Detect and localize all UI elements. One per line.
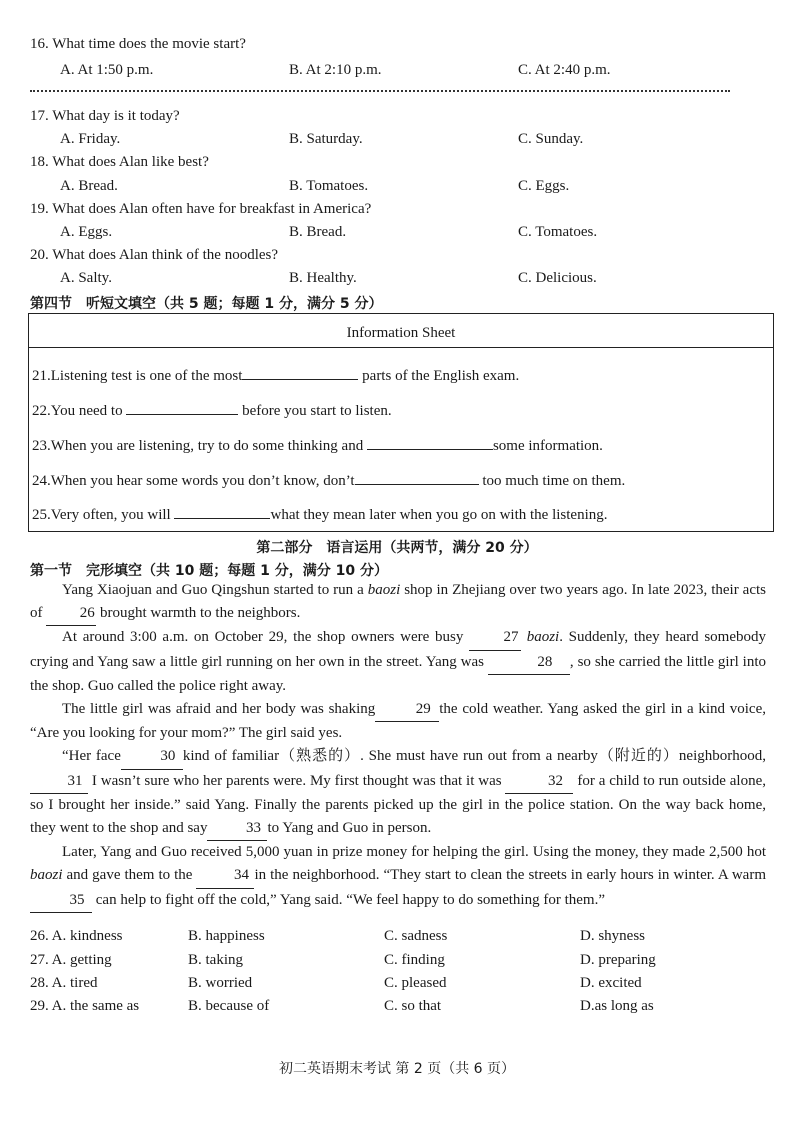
passage-text: Yang Xiaojuan and Guo Qingshun started to run a bbox=[62, 582, 368, 598]
dotted-divider bbox=[30, 90, 730, 92]
info-line-24-text: 24.When you hear some words you don’t know, don’t bbox=[32, 473, 355, 489]
cloze-blank-35[interactable]: 35 bbox=[30, 889, 92, 913]
option-28c: C. pleased bbox=[384, 975, 447, 991]
info-line-24-tail: too much time on them. bbox=[482, 473, 626, 489]
option-20a: A. Salty. bbox=[60, 270, 112, 286]
passage-paragraph-2 bbox=[30, 626, 766, 698]
option-29a: 29. A. the same as bbox=[30, 998, 140, 1014]
info-line-25-text: 25.Very often, you will bbox=[32, 507, 171, 523]
passage-text: “Her face bbox=[62, 748, 121, 765]
option-27c: C. finding bbox=[384, 952, 445, 968]
option-29c: C. so that bbox=[384, 998, 442, 1014]
option-28a: 28. A. tired bbox=[30, 975, 98, 991]
cloze-blank-33[interactable]: 33 bbox=[207, 817, 267, 841]
cloze-blank-32[interactable]: 32 bbox=[505, 770, 573, 794]
option-27a: 27. A. getting bbox=[30, 952, 112, 968]
question-16: 16. What time does the movie start? bbox=[30, 36, 246, 52]
info-line-24 bbox=[32, 470, 625, 490]
info-line-25 bbox=[32, 504, 608, 524]
passage-paragraph-3 bbox=[30, 698, 766, 745]
passage-text: brought warmth to the neighbors. bbox=[96, 605, 301, 622]
option-26c: C. sadness bbox=[384, 928, 448, 944]
info-line-21-tail: parts of the English exam. bbox=[362, 368, 520, 384]
info-line-22 bbox=[32, 400, 392, 420]
passage-text: I wasn’t sure who her parents were. My first thought was that it was bbox=[88, 772, 506, 789]
option-19b: B. Bread. bbox=[289, 224, 347, 240]
passage-text: the cold weather. Yang asked the girl in a kind voice, “Are you looking for your mom?” The girl said yes. bbox=[30, 701, 767, 742]
passage-paragraph-1 bbox=[30, 579, 766, 626]
option-26b: B. happiness bbox=[188, 928, 265, 944]
answer-blank-23[interactable] bbox=[367, 435, 493, 450]
option-29d: D.as long as bbox=[580, 998, 654, 1014]
question-19: 19. What does Alan often have for breakfast in America? bbox=[30, 201, 372, 217]
question-18: 18. What does Alan like best? bbox=[30, 154, 209, 170]
info-line-21-text: 21.Listening test is one of the most bbox=[32, 368, 243, 384]
passage-paragraph-5 bbox=[30, 841, 766, 913]
cloze-blank-28[interactable]: 28 bbox=[488, 651, 570, 675]
info-line-21 bbox=[32, 365, 519, 385]
option-16c: C. At 2:40 p.m. bbox=[518, 62, 611, 78]
passage-italic: baozi bbox=[526, 629, 560, 646]
cloze-blank-26[interactable]: 26 bbox=[46, 602, 96, 626]
option-20c: C. Delicious. bbox=[518, 270, 597, 286]
passage-text: , so she carried the little girl into the shop. Guo called the police right away. bbox=[30, 653, 766, 694]
passage-text: shop in Zhejiang over two years ago. In late 2023, their acts of bbox=[30, 582, 766, 622]
option-16a: A. At 1:50 p.m. bbox=[60, 62, 154, 78]
option-17b: B. Saturday. bbox=[289, 131, 363, 147]
section-4-title: 第四节 听短文填空（共 5 题；每题 1 分，满分 5 分） bbox=[30, 296, 383, 312]
question-17: 17. What day is it today? bbox=[30, 108, 180, 124]
option-17c: C. Sunday. bbox=[518, 131, 584, 147]
section-1-title: 第一节 完形填空（共 10 题；每题 1 分，满分 10 分） bbox=[30, 563, 388, 579]
part-2-title: 第二部分 语言运用（共两节，满分 20 分） bbox=[256, 540, 538, 556]
answer-blank-21[interactable] bbox=[242, 365, 358, 380]
option-29b: B. because of bbox=[188, 998, 270, 1014]
cloze-blank-27[interactable]: 27 bbox=[469, 626, 521, 650]
passage-text: in the neighborhood. “They start to clean the streets in early hours in winter. A warm bbox=[254, 867, 766, 884]
passage-text: . Suddenly, they heard somebody crying and Yang saw a little girl running on her own in the street. Yang was bbox=[30, 629, 767, 670]
passage-italic: baozi bbox=[30, 867, 63, 884]
question-20: 20. What does Alan think of the noodles? bbox=[30, 247, 279, 263]
option-19a: A. Eggs. bbox=[60, 224, 113, 240]
cloze-blank-34[interactable]: 34 bbox=[196, 864, 254, 888]
passage-text: can help to fight off the cold,” Yang said. “We feel happy to do something for them.” bbox=[92, 891, 605, 908]
page-footer: 初二英语期末考试 第 2 页（共 6 页） bbox=[278, 1061, 516, 1077]
option-28b: B. worried bbox=[188, 975, 253, 991]
info-line-25-tail: what they mean later when you go on with the listening. bbox=[270, 507, 608, 523]
info-line-23-tail: some information. bbox=[492, 438, 603, 454]
option-26d: D. shyness bbox=[580, 928, 646, 944]
cloze-blank-30[interactable]: 30 bbox=[121, 745, 183, 769]
option-28d: D. excited bbox=[580, 975, 642, 991]
passage-text: The little girl was afraid and her body was shaking bbox=[62, 701, 376, 718]
answer-blank-25[interactable] bbox=[174, 504, 270, 519]
option-26a: 26. A. kindness bbox=[30, 928, 123, 944]
option-27d: D. preparing bbox=[580, 952, 656, 968]
option-16b: B. At 2:10 p.m. bbox=[289, 62, 382, 78]
passage-text: and gave them to the bbox=[62, 867, 197, 884]
answer-blank-22[interactable] bbox=[126, 400, 238, 415]
cloze-blank-31[interactable]: 31 bbox=[30, 770, 88, 794]
information-sheet bbox=[28, 313, 774, 532]
cloze-blank-29[interactable]: 29 bbox=[375, 698, 439, 722]
passage-text: to Yang and Guo in person. bbox=[267, 820, 432, 837]
passage-text: At around 3:00 a.m. on October 29, the shop owners were busy bbox=[62, 629, 470, 646]
passage-text: kind of familiar（熟悉的）. She must have run out from a nearby（附近的）neighborhood, bbox=[182, 748, 766, 765]
option-19c: C. Tomatoes. bbox=[518, 224, 598, 240]
cloze-passage bbox=[30, 579, 766, 913]
info-line-22-text: 22.You need to bbox=[32, 403, 123, 419]
option-18b: B. Tomatoes. bbox=[289, 178, 369, 194]
option-18a: A. Bread. bbox=[60, 178, 118, 194]
info-line-22-tail: before you start to listen. bbox=[242, 403, 392, 419]
option-17a: A. Friday. bbox=[60, 131, 121, 147]
passage-text: for a child to run outside alone, so I brought her inside.” said Yang. Finally the parents picked up the girl in the police station. On the way back home, they went to the shop and say bbox=[30, 772, 766, 837]
option-18c: C. Eggs. bbox=[518, 178, 570, 194]
option-20b: B. Healthy. bbox=[289, 270, 357, 286]
passage-italic: baozi bbox=[367, 582, 401, 598]
info-line-23 bbox=[32, 435, 603, 455]
passage-text: Later, Yang and Guo received 5,000 yuan in prize money for helping the girl. Using the money, they made 2,500 hot bbox=[62, 844, 766, 861]
answer-blank-24[interactable] bbox=[355, 470, 479, 485]
information-sheet-title: Information Sheet bbox=[29, 314, 773, 348]
option-27b: B. taking bbox=[188, 952, 243, 968]
passage-paragraph-4 bbox=[30, 745, 766, 841]
info-line-23-text: 23.When you are listening, try to do some thinking and bbox=[32, 438, 364, 454]
